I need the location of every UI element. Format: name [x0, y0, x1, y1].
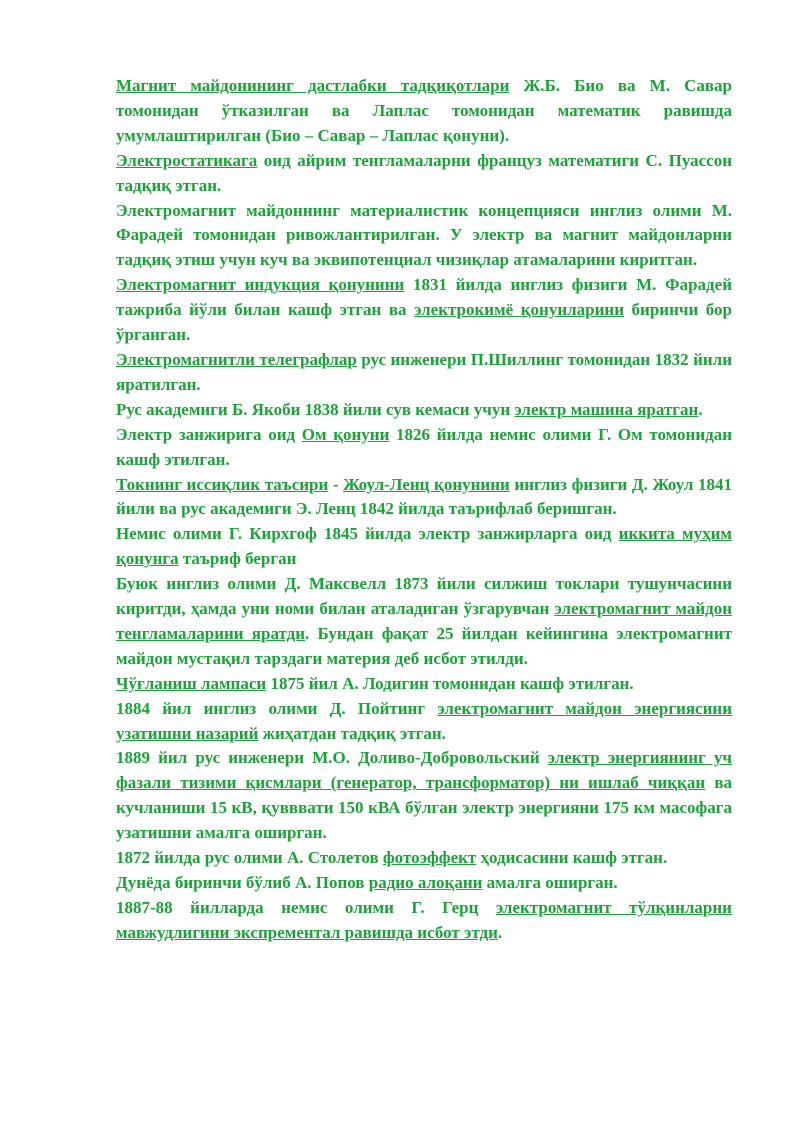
paragraph [116, 74, 732, 149]
paragraph-text: Немис олими Г. Кирхгоф 1845 йилда электр занжирларга оид [116, 524, 619, 544]
paragraph-text: . [698, 399, 703, 419]
paragraph-text: инглиз физиги Д. Жоул 1841 йили ва рус академиги Э. Ленц 1842 йилда таърифлаб беришган. [116, 474, 732, 519]
underlined-term: Токнинг иссиқлик таъсири [116, 474, 329, 494]
underlined-term: Электромагнитли телеграфлар [116, 349, 357, 369]
paragraph [116, 348, 732, 398]
paragraph [116, 896, 732, 946]
paragraph [116, 697, 732, 747]
underlined-term: электрокимё қонунларини [414, 300, 625, 320]
underlined-term: радио алоқани [368, 873, 483, 892]
paragraph-text: таъриф берган [178, 549, 297, 569]
paragraph-text: амалга оширган. [482, 873, 618, 892]
paragraph [116, 846, 732, 871]
paragraph [116, 199, 732, 274]
paragraph [116, 423, 732, 473]
paragraph-text: Рус академиги Б. Якоби 1838 йили сув кемаси учун [116, 399, 515, 419]
paragraph-text: ҳодисасини кашф этган. [476, 848, 668, 868]
paragraph-text: Электр занжирига оид [116, 424, 302, 444]
paragraph [116, 746, 732, 846]
paragraph-text: . Бундан фақат 25 йилдан кейингина электромагнит майдон мустақил тарздаги материя деб исбот этилди. [116, 623, 732, 668]
underlined-term: Электростатикага [116, 150, 258, 170]
paragraph-text: 1826 йилда немис олими Г. Ом томонидан кашф этилган. [116, 424, 733, 469]
paragraph-text: рус инженери П.Шиллинг томонидан 1832 йили яратилган. [116, 349, 733, 394]
underlined-term: электр энергиянинг уч фазали тизими қисмлари (генератор, трансформатор) ни ишлаб чиққан [116, 748, 733, 793]
paragraph [116, 672, 732, 697]
paragraph-text: Дунёда биринчи бўлиб А. Попов [116, 873, 369, 892]
underlined-term: Ом қонуни [301, 424, 390, 444]
paragraph-text: Электромагнит майдоннинг материалистик концепцияси инглиз олими М. Фарадей томонидан ривожлантирилган. У электр ва магнит майдонларни тадқиқ этиш учун куч ва эквипотенциал чизиқлар атамаларини киритган. [116, 200, 732, 270]
underlined-term: электр машина яратган [514, 399, 699, 419]
paragraph [116, 522, 732, 572]
paragraph-text: 1884 йил инглиз олими Д. Пойтинг [116, 698, 438, 718]
paragraph [116, 398, 732, 423]
paragraph-text: 1872 йилда рус олими А. Столетов [116, 848, 383, 868]
paragraph-text: ва кучланиши 15 кВ, қувввати 150 кВА бўлган электр энергияни 175 км масофага узатишни амалга оширган. [116, 773, 732, 843]
paragraph-text: . [497, 922, 503, 942]
paragraph [116, 572, 732, 672]
paragraph-text: Буюк инглиз олими Д. Максвелл 1873 йили силжиш токлари тушунчасини киритди, ҳамда уни номи билан аталадиган ўзгарувчан [116, 574, 732, 619]
paragraph-text: оид айрим тенгламаларни француз математиги С. Пуассон тадқиқ этган. [116, 150, 732, 195]
underlined-term: Чўғланиш лампаси [116, 673, 267, 693]
paragraph-text: 1889 йил рус инженери М.О. Доливо-Добровольский [116, 748, 548, 768]
underlined-term: электромагнит майдон энергиясини узатишни назарий [116, 698, 732, 743]
underlined-term: иккита муҳим қонунга [116, 524, 732, 569]
paragraph [116, 149, 732, 199]
paragraph [116, 273, 732, 348]
paragraph [116, 871, 732, 896]
underlined-term: Электромагнит индукция қонунини [116, 275, 405, 295]
paragraph-text: 1887-88 йилларда немис олими Г. Герц [116, 897, 496, 917]
underlined-term: Жоул-Ленц қонунини [343, 474, 510, 494]
paragraph-text: 1875 йил А. Лодигин томонидан кашф этилган. [266, 673, 634, 693]
underlined-term: фотоэффект [382, 848, 477, 868]
paragraph-text: - [328, 474, 344, 494]
document-body [116, 74, 732, 946]
paragraph-text: Ж.Б. Био ва М. Савар томонидан ўтказилган ва Лаплас томонидан математик равишда умумлаштирилган (Био – Савар – Лаплас қонуни). [116, 76, 732, 145]
paragraph [116, 473, 732, 523]
underlined-term: электромагнит тўлқинларни мавжудлигини экспрементал равишда исбот этди [116, 897, 732, 942]
paragraph-text: биринчи бор ўрганган. [116, 300, 733, 345]
underlined-term: электромагнит майдон тенгламаларини яратди [116, 599, 733, 643]
paragraph-text: 1831 йилда инглиз физиги М. Фарадей тажриба йўли билан кашф этган ва [116, 275, 732, 320]
paragraph-text: жиҳатдан тадқиқ этган. [258, 723, 446, 743]
underlined-term: Магнит майдонининг дастлабки тадқиқотлари [116, 76, 510, 95]
